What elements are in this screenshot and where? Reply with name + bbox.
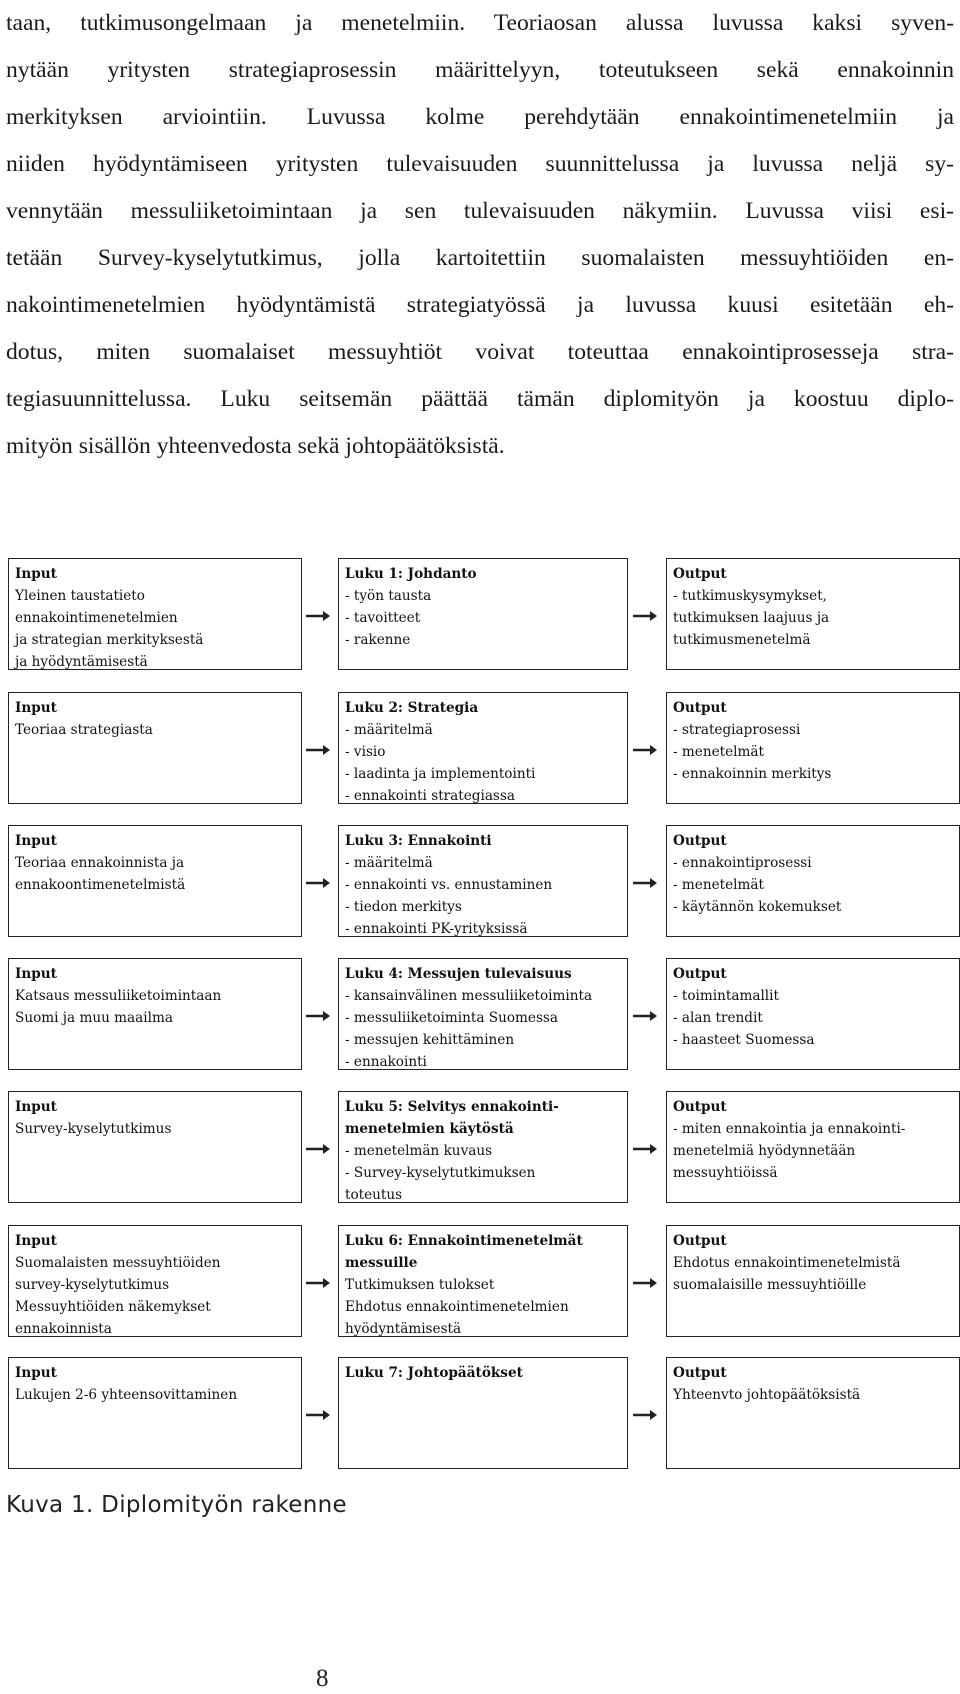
output-box	[666, 1091, 960, 1203]
chapter-item: - messuliiketoiminta Suomessa	[345, 1010, 558, 1026]
output-item: - strategiaprosessi	[673, 722, 801, 738]
chapter-box	[338, 958, 628, 1070]
input-heading: Input	[15, 966, 57, 982]
input-box	[8, 558, 302, 670]
chapter-item: Tutkimuksen tulokset	[345, 1277, 495, 1293]
paragraph-line: vennytään messuliiketoimintaan ja sen tulevaisuuden näkymiin. Luvussa viisi esi-	[6, 198, 954, 224]
arrow-right-icon	[305, 1277, 331, 1289]
output-item: - menetelmät	[673, 744, 764, 760]
input-heading: Input	[15, 1365, 57, 1381]
chapter-item: - menetelmän kuvaus	[345, 1143, 493, 1159]
chapter-item: - työn tausta	[345, 588, 432, 604]
output-item: - haasteet Suomessa	[673, 1032, 815, 1048]
chapter-item: - messujen kehittäminen	[345, 1032, 515, 1048]
input-item: Suomalaisten messuyhtiöiden	[15, 1255, 221, 1271]
input-item: survey-kyselytutkimus	[15, 1277, 170, 1293]
chapter-item: toteutus	[345, 1187, 403, 1203]
output-item: - toimintamallit	[673, 988, 779, 1004]
arrow-right-icon	[305, 1010, 331, 1022]
chapter-item: - rakenne	[345, 632, 411, 648]
input-box	[8, 958, 302, 1070]
chapter-heading: Luku 6: Ennakointimenetelmät	[345, 1233, 583, 1249]
paragraph-line: merkityksen arviointiin. Luvussa kolme perehdytään ennakointimenetelmiin ja	[6, 104, 954, 130]
chapter-item: - Survey-kyselytutkimuksen	[345, 1165, 536, 1181]
input-heading: Input	[15, 1233, 57, 1249]
chapter-box	[338, 1091, 628, 1203]
arrow-right-icon	[632, 877, 658, 889]
chapter-item: - ennakointi PK-yrityksissä	[345, 921, 528, 937]
paragraph-line: tegiasuunnittelussa. Luku seitsemän päättää tämän diplomityön ja koostuu diplo-	[6, 386, 954, 412]
paragraph-line: tetään Survey-kyselytutkimus, jolla kartoitettiin suomalaisten messuyhtiöiden en-	[6, 245, 954, 271]
output-item: - ennakoinnin merkitys	[673, 766, 832, 782]
arrow-right-icon	[305, 877, 331, 889]
input-item: Teoriaa strategiasta	[15, 722, 153, 738]
output-item: Yhteenvto johtopäätöksistä	[673, 1387, 861, 1403]
output-item: tutkimuksen laajuus ja	[673, 610, 830, 626]
input-item: Messuyhtiöiden näkemykset	[15, 1299, 211, 1315]
paragraph-line: taan, tutkimusongelmaan ja menetelmiin. Teoriaosan alussa luvussa kaksi syven-	[6, 10, 954, 36]
chapter-item: - laadinta ja implementointi	[345, 766, 536, 782]
paragraph-line: nytään yritysten strategiaprosessin määrittelyyn, toteutukseen sekä ennakoinnin	[6, 57, 954, 83]
chapter-heading: messuille	[345, 1255, 418, 1271]
input-box	[8, 1091, 302, 1203]
output-heading: Output	[673, 1233, 727, 1249]
output-item: tutkimusmenetelmä	[673, 632, 811, 648]
paragraph-line: dotus, miten suomalaiset messuyhtiöt voivat toteuttaa ennakointiprosesseja stra-	[6, 339, 954, 365]
input-item: Survey-kyselytutkimus	[15, 1121, 172, 1137]
chapter-item: - kansainvälinen messuliiketoiminta	[345, 988, 593, 1004]
output-item: - ennakointiprosessi	[673, 855, 812, 871]
input-item: ennakointimenetelmien	[15, 610, 178, 626]
chapter-heading: Luku 1: Johdanto	[345, 566, 477, 582]
input-item: Lukujen 2-6 yhteensovittaminen	[15, 1387, 238, 1403]
chapter-item: - visio	[345, 744, 386, 760]
input-item: ja strategian merkityksestä	[15, 632, 204, 648]
arrow-right-icon	[632, 744, 658, 756]
input-item: Teoriaa ennakoinnista ja	[15, 855, 185, 871]
output-heading: Output	[673, 966, 727, 982]
output-heading: Output	[673, 566, 727, 582]
chapter-item: hyödyntämisestä	[345, 1321, 462, 1337]
chapter-box	[338, 692, 628, 804]
arrow-right-icon	[305, 610, 331, 622]
chapter-item: - ennakointi strategiassa	[345, 788, 515, 804]
paragraph-line: niiden hyödyntämiseen yritysten tulevaisuuden suunnittelussa ja luvussa neljä sy-	[6, 151, 954, 177]
output-heading: Output	[673, 1365, 727, 1381]
output-item: - miten ennakointia ja ennakointi-	[673, 1121, 906, 1137]
output-box	[666, 1225, 960, 1337]
input-heading: Input	[15, 1099, 57, 1115]
output-box	[666, 692, 960, 804]
input-heading: Input	[15, 566, 57, 582]
output-heading: Output	[673, 1099, 727, 1115]
output-box	[666, 1357, 960, 1469]
chapter-item: Ehdotus ennakointimenetelmien	[345, 1299, 569, 1315]
input-box	[8, 692, 302, 804]
page-number: 8	[316, 1665, 329, 1692]
input-box	[8, 1225, 302, 1337]
chapter-heading: Luku 4: Messujen tulevaisuus	[345, 966, 572, 982]
paragraph-line: mityön sisällön yhteenvedosta sekä johtopäätöksistä.	[6, 433, 505, 459]
arrow-right-icon	[305, 1143, 331, 1155]
input-item: ja hyödyntämisestä	[15, 654, 148, 670]
output-item: - menetelmät	[673, 877, 764, 893]
output-item: - tutkimuskysymykset,	[673, 588, 827, 604]
chapter-box	[338, 1357, 628, 1469]
input-item: Suomi ja muu maailma	[15, 1010, 173, 1026]
chapter-heading: menetelmien käytöstä	[345, 1121, 514, 1137]
arrow-right-icon	[632, 1277, 658, 1289]
chapter-heading: Luku 3: Ennakointi	[345, 833, 492, 849]
input-item: Katsaus messuliiketoimintaan	[15, 988, 222, 1004]
output-box	[666, 825, 960, 937]
arrow-right-icon	[632, 1010, 658, 1022]
chapter-item: - ennakointi vs. ennustaminen	[345, 877, 553, 893]
input-box	[8, 1357, 302, 1469]
output-item: suomalaisille messuyhtiöille	[673, 1277, 867, 1293]
input-item: ennakoontimenetelmistä	[15, 877, 186, 893]
output-item: - käytännön kokemukset	[673, 899, 842, 915]
chapter-box	[338, 1225, 628, 1337]
output-box	[666, 558, 960, 670]
output-box	[666, 958, 960, 1070]
figure-caption: Kuva 1. Diplomityön rakenne	[6, 1492, 347, 1518]
arrow-right-icon	[632, 1409, 658, 1421]
arrow-right-icon	[305, 1409, 331, 1421]
chapter-box	[338, 825, 628, 937]
input-item: Yleinen taustatieto	[15, 588, 145, 604]
chapter-heading: Luku 5: Selvitys ennakointi-	[345, 1099, 559, 1115]
chapter-item: - määritelmä	[345, 722, 433, 738]
chapter-heading: Luku 7: Johtopäätökset	[345, 1365, 523, 1381]
chapter-box	[338, 558, 628, 670]
paragraph-line: nakointimenetelmien hyödyntämistä strategiatyössä ja luvussa kuusi esitetään eh-	[6, 292, 954, 318]
output-heading: Output	[673, 700, 727, 716]
arrow-right-icon	[632, 1143, 658, 1155]
chapter-item: - ennakointi	[345, 1054, 427, 1070]
chapter-heading: Luku 2: Strategia	[345, 700, 479, 716]
input-box	[8, 825, 302, 937]
output-item: Ehdotus ennakointimenetelmistä	[673, 1255, 901, 1271]
chapter-item: - tiedon merkitys	[345, 899, 462, 915]
input-heading: Input	[15, 700, 57, 716]
output-item: messuyhtiöissä	[673, 1165, 778, 1181]
output-item: - alan trendit	[673, 1010, 763, 1026]
output-heading: Output	[673, 833, 727, 849]
chapter-item: - tavoitteet	[345, 610, 421, 626]
input-heading: Input	[15, 833, 57, 849]
chapter-item: - määritelmä	[345, 855, 433, 871]
arrow-right-icon	[632, 610, 658, 622]
input-item: ennakoinnista	[15, 1321, 112, 1337]
output-item: menetelmiä hyödynnetään	[673, 1143, 856, 1159]
arrow-right-icon	[305, 744, 331, 756]
